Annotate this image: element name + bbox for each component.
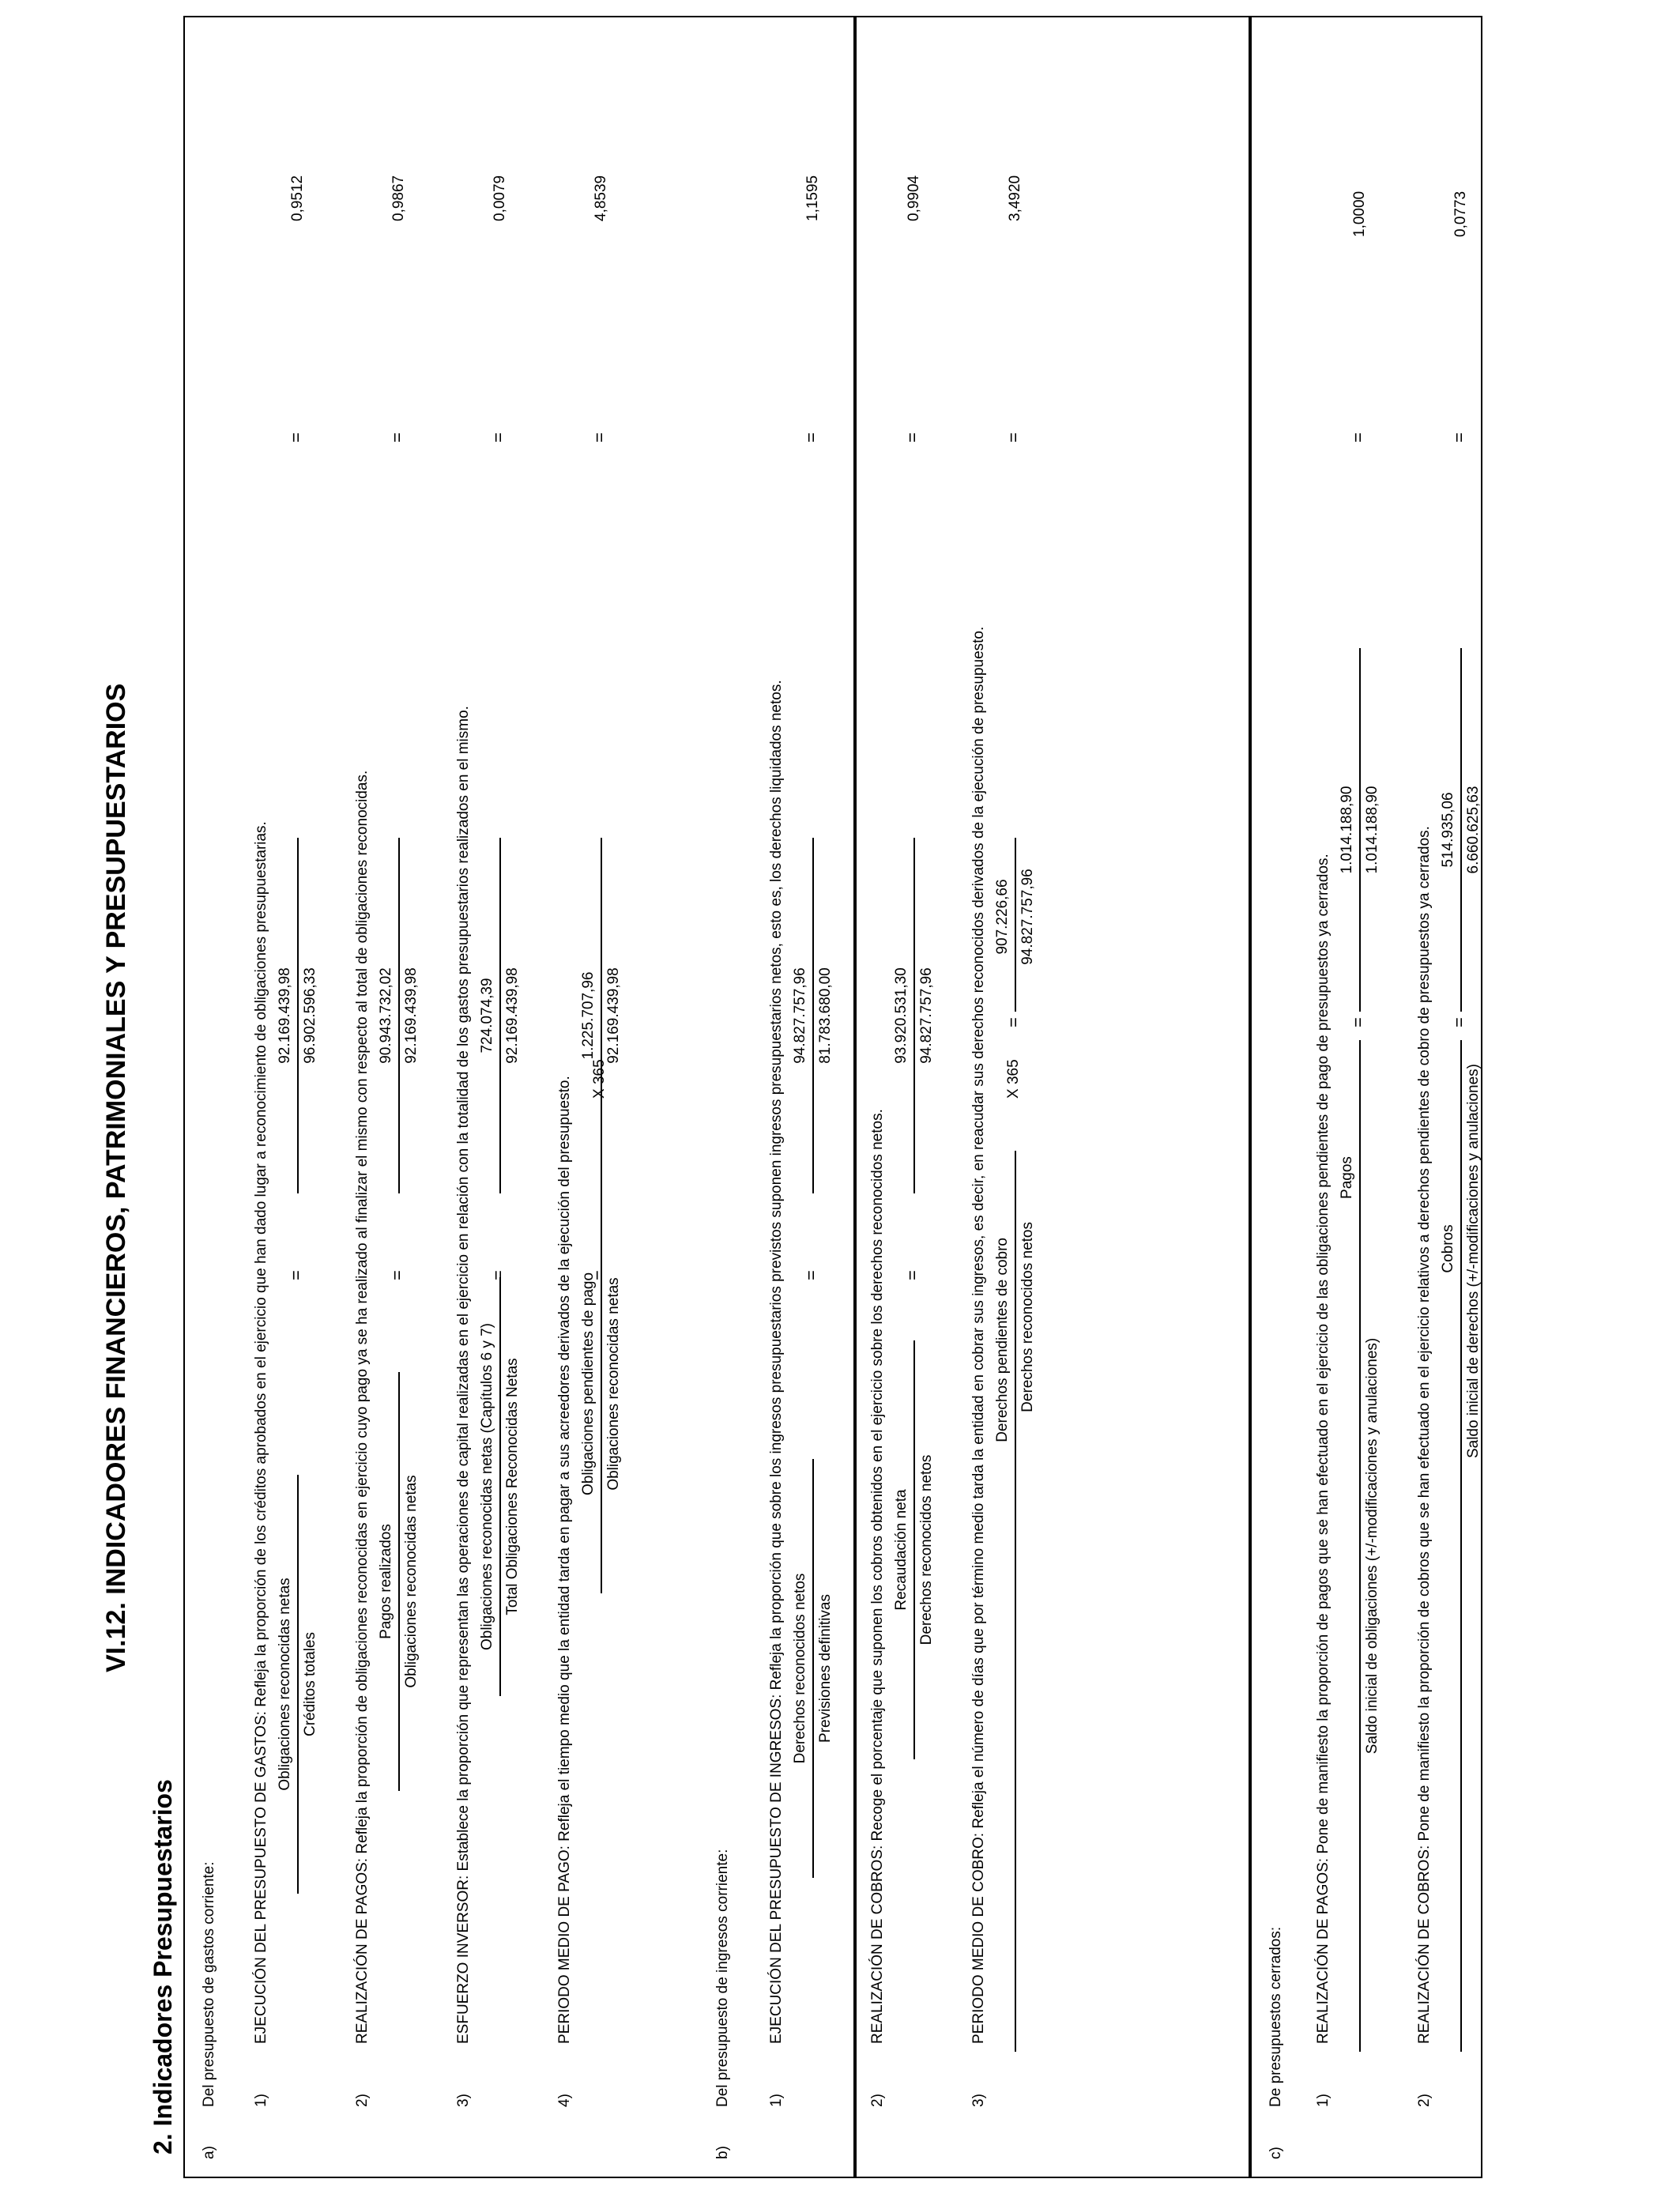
indicator-result: 0,9512	[289, 175, 306, 221]
fraction-line	[913, 838, 915, 1193]
denominator-value: 92.169.439,98	[605, 967, 622, 1064]
numerator-value: 94.827.757,96	[792, 967, 808, 1064]
equals-sign: =	[1348, 1017, 1368, 1027]
item-number: 2)	[1416, 2094, 1433, 2107]
fraction-line	[601, 1174, 602, 1593]
fraction-line	[499, 838, 501, 1193]
numerator-value: 1.225.707,96	[580, 971, 597, 1060]
section-heading: 2. Indicadores Presupuestarios	[149, 1779, 177, 2154]
numerator-value: 90.943.732,02	[378, 967, 394, 1064]
fraction-line	[812, 838, 814, 1193]
item-number: 1)	[253, 2094, 269, 2107]
numerator-value: 92.169.439,98	[277, 967, 293, 1064]
denominator-label: Saldo inicial de obligaciones (+/-modificaciones y anulaciones)	[1364, 1337, 1381, 1755]
fraction-line	[297, 1475, 299, 1894]
denominator-value: 81.783.680,00	[817, 967, 834, 1064]
section-c-letter: c)	[1268, 2147, 1284, 2159]
fraction-line	[1015, 1151, 1016, 2052]
indicator-description: REALIZACIÓN DE COBROS: Recoge el porcentaje que suponen los cobros obtenidos en el ejercicio sobre los derechos reconocidos netos.	[869, 1109, 886, 2044]
denominator-value: 92.169.439,98	[403, 967, 420, 1064]
equals-sign: =	[1348, 432, 1368, 443]
item-number: 1)	[768, 2094, 785, 2107]
fraction-line	[601, 838, 602, 1193]
fraction-line	[1359, 648, 1361, 1012]
fraction-line	[398, 1372, 400, 1791]
equals-sign: =	[286, 432, 306, 443]
denominator-value: 6.660.625,63	[1465, 786, 1482, 874]
item-number: 2)	[354, 2094, 371, 2107]
indicator-description: EJECUCIÓN DEL PRESUPUESTO DE INGRESOS: Refleja la proporción que sobre los ingresos presupuestarios previstos suponen ingresos presupuestarios netos, esto es, los derechos liquidados netos.	[768, 680, 785, 2044]
indicator-result: 0,0773	[1452, 190, 1469, 237]
numerator-value: 93.920.531,30	[893, 967, 910, 1064]
equals-sign: =	[1004, 1017, 1023, 1027]
indicator-description: REALIZACIÓN DE COBROS: Pone de manifiesto la proporción de cobros que se han efectuado en el ejercicio relativos a derechos pendientes de cobro de presupuestos ya cerrados.	[1416, 826, 1433, 2044]
equals-sign: =	[1004, 432, 1023, 443]
fraction-line	[1460, 1040, 1462, 2052]
item-number: 3)	[455, 2094, 472, 2107]
page-title: VI.12. INDICADORES FINANCIEROS, PATRIMONIALES Y PRESUPUESTARIOS	[101, 683, 131, 1672]
denominator-value: 92.169.439,98	[504, 967, 521, 1064]
denominator-label: Derechos reconocidos netos	[1019, 1222, 1036, 1412]
numerator-label: Pagos realizados	[378, 1524, 394, 1639]
equals-sign: =	[488, 432, 508, 443]
fraction-line	[297, 838, 299, 1193]
numerator-value: 724.074,39	[479, 978, 495, 1054]
denominator-value: 94.827.757,96	[918, 967, 935, 1064]
indicator-result: 1,1595	[804, 175, 821, 221]
denominator-label: Total Obligaciones Reconocidas Netas	[504, 1358, 521, 1615]
equals-sign: =	[590, 1270, 609, 1280]
numerator-label: Obligaciones reconocidas netas (Capítulos 6 y 7)	[479, 1323, 495, 1651]
indicator-result: 1,0000	[1351, 190, 1368, 237]
denominator-label: Obligaciones reconocidas netas	[605, 1277, 622, 1491]
fraction-line	[1359, 1040, 1361, 2052]
numerator-value: 907.226,66	[994, 879, 1011, 955]
indicator-result: 3,4920	[1007, 175, 1023, 221]
numerator-label: Pagos	[1339, 1156, 1355, 1199]
indicator-description: REALIZACIÓN DE PAGOS: Refleja la proporción de obligaciones reconocidas en ejercicio cuyo pago ya se ha realizado al finalizar el mismo con respecto al total de obligaciones reconocidas.	[354, 770, 371, 2044]
equals-sign: =	[387, 432, 407, 443]
equals-sign: =	[902, 1270, 922, 1280]
section-c-title: De presupuestos cerrados:	[1268, 1926, 1284, 2107]
numerator-label: Obligaciones reconocidas netas	[277, 1578, 293, 1791]
denominator-label: Previsiones definitivas	[817, 1594, 834, 1743]
denominator-label: Derechos reconocidos netos	[918, 1454, 935, 1646]
equals-sign: =	[1449, 1017, 1469, 1027]
item-number: 3)	[970, 2094, 987, 2107]
denominator-label: Obligaciones reconocidas netas	[403, 1475, 420, 1688]
section-b-letter: b)	[714, 2146, 731, 2159]
denominator-label: Créditos totales	[302, 1632, 318, 1737]
denominator-value: 1.014.188,90	[1364, 786, 1381, 874]
indicator-result: 0,9904	[906, 175, 922, 221]
indicator-result: 0,0079	[492, 175, 508, 221]
fraction-line	[913, 1340, 915, 1759]
denominator-value: 94.827.757,96	[1019, 869, 1036, 965]
numerator-label: Derechos reconocidos netos	[792, 1573, 808, 1764]
equals-sign: =	[488, 1270, 508, 1280]
indicator-description: ESFUERZO INVERSOR: Establece la proporción que representan las operaciones de capital realizadas en el ejercicio en relación con la totalidad de los gastos presupuestarios realizados en el mismo.	[455, 706, 472, 2044]
numerator-label: Recaudación neta	[893, 1489, 910, 1611]
item-number: 4)	[556, 2094, 573, 2107]
item-number: 2)	[869, 2094, 886, 2107]
numerator-label: Derechos pendientes de cobro	[994, 1238, 1011, 1442]
denominator-label: Saldo inicial de derechos (+/-modificaciones y anulaciones)	[1465, 1064, 1482, 1459]
numerator-value: 514.935,06	[1440, 792, 1456, 868]
equals-sign: =	[1449, 432, 1469, 443]
fraction-line	[1015, 838, 1016, 1012]
equals-sign: =	[590, 432, 609, 443]
indicator-description: PERIODO MEDIO DE PAGO: Refleja el tiempo medio que la entidad tarda en pagar a sus acreedores derivados de la ejecución del presupuesto.	[556, 1076, 573, 2044]
fraction-line	[812, 1459, 814, 1878]
indicator-result: 0,9867	[390, 175, 407, 221]
item-number: 1)	[1315, 2094, 1332, 2107]
fraction-line	[499, 1277, 501, 1696]
equals-sign: =	[801, 1270, 821, 1280]
fraction-line	[1460, 648, 1462, 1012]
equals-sign: =	[286, 1270, 306, 1280]
equals-sign: =	[801, 432, 821, 443]
equals-sign: =	[387, 1270, 407, 1280]
indicator-description: EJECUCIÓN DEL PRESUPUESTO DE GASTOS: Refleja la proporción de los créditos aprobados en el ejercicio que han dado lugar a reconocimiento de obligaciones presupuestarias.	[253, 821, 269, 2044]
fraction-line	[398, 838, 400, 1193]
section-a-letter: a)	[201, 2146, 217, 2159]
indicator-result: 4,8539	[593, 175, 609, 221]
section-b-title: Del presupuesto de ingresos corriente:	[714, 1849, 731, 2107]
numerator-value: 1.014.188,90	[1339, 786, 1355, 874]
multiplier: X 365	[591, 1059, 608, 1099]
numerator-label: Cobros	[1440, 1224, 1456, 1273]
denominator-value: 96.902.596,33	[302, 967, 318, 1064]
multiplier: X 365	[1005, 1059, 1022, 1099]
section-a-title: Del presupuesto de gastos corriente:	[201, 1861, 217, 2107]
indicator-description: PERIODO MEDIO DE COBRO: Refleja el número de días que por término medio tarda la entidad en cobrar sus ingresos, es decir, en reacudar sus derechos reconocidos derivados de la ejecución de presupuesto.	[970, 626, 987, 2044]
numerator-label: Obligaciones pendientes de pago	[580, 1272, 597, 1496]
equals-sign: =	[902, 432, 922, 443]
indicator-description: REALIZACIÓN DE PAGOS: Pone de manifiesto la proporción de pagos que se han efectuado en el ejercicio de las obligaciones pendientes de pago de presupuestos ya cerrados.	[1315, 854, 1332, 2044]
